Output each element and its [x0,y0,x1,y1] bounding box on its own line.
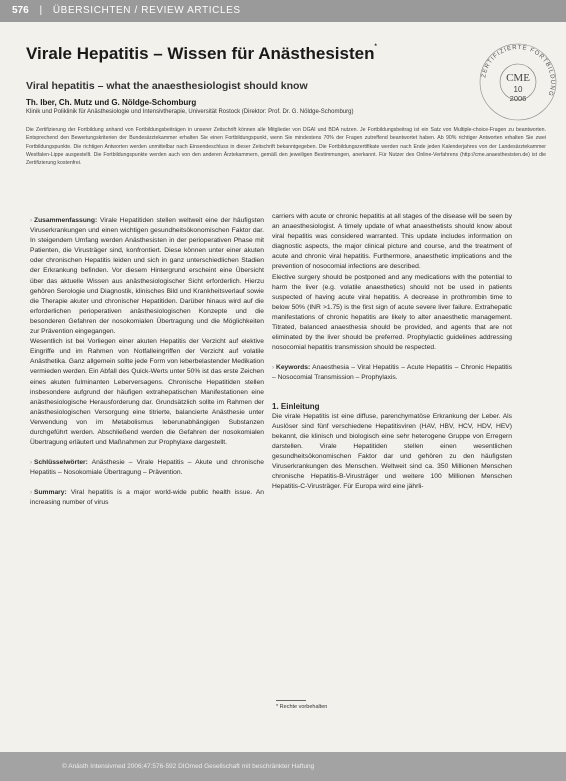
keywords-heading: Keywords: [276,364,311,372]
keywords-paragraph [272,363,512,383]
cme-ring-text: ZERTIFIZIERTE FORTBILDUNG [481,44,556,98]
author-affiliation: Klinik und Poliklinik für Anästhesiologie und Intensivtherapie, Universität Rostock (Direktor: Prof. Dr. G. Nöldge-Schomburg) [26,109,354,115]
keywords-text: Anaesthesia – Viral Hepatitis – Acute Hepatitis – Chronic Hepatitis – Nosocomial Transmission – Prophylaxis. [272,364,512,382]
zusammenfassung-text-2: Wesentlich ist bei Vorliegen einer akuten Hepatitis der Verzicht auf elektive Eingriffe und im Rahmen von Notfalleingriffen der Verzicht auf volatile Anästhetika. Ganz allgemein sollte jede Form von leberbelastender Medikation vermieden werden. Ein Abfall des Quick-Werts unter 50% ist das erste Zeichen eines akuten fulminanten Leberversagens. Chronische Hepatitiden stellen insbesondere aufgrund der häufigen extrahepatischen Manifestationen eine anästhesiologische Herausforderung dar. Grundsätzlich sollte im Rahmen der anästhesiologischen Versorgung eine titrierte, balancierte Anästhesie unter Verwendung von im Metabolismus leberunabhängigen Substanzen durchgeführt werden. Abschließend werden die Gefahren der nosokomialen Übertragung erläutert und Maßnahmen zur Prophylaxe dargestellt. [30,338,264,447]
cme-badge [476,40,560,124]
section-label: ÜBERSICHTEN / REVIEW ARTICLES [52,5,241,16]
arrow-icon: › [30,490,32,497]
summary-paragraph [30,488,264,508]
article-title: Virale Hepatitis – Wissen für Anästhesisten* [26,44,377,63]
footnote-divider [276,700,306,701]
footer-copyright: © Anästh Intensivmed 2006;47:576-592 DIOmed Gesellschaft mit beschränkter Haftung [62,763,315,770]
article-authors: Th. Iber, Ch. Mutz und G. Nöldge-Schomburg [26,98,197,107]
section-body-text: Die virale Hepatitis ist eine diffuse, parenchymatöse Erkrankung der Leber. Als Auslöser sind fünf verschiedene Hepatitisviren (HAV, HBV, HCV, HDV, HEV) bekannt, die klinisch und biologisch eine sehr heterogene Gruppe von Erregern darstellen. Virale Hepatitiden stellen einen wesentlichen gesundheitsökonomischen Faktor dar und gehören zu den häufigsten Viruserkrankungen des Menschen. Weltweit sind ca. 350 Millionen Menschen chronische Hepatitis-B-Virusträger und weitere 100 Millionen Menschen Hepatitis-C-Virusträger. Für Europa wird eine jährli- [272,412,512,491]
left-column [30,216,264,509]
page-number: 576 [12,5,29,16]
title-footnote-mark: * [374,44,377,50]
cme-number: 10 [513,85,523,94]
arrow-icon: › [30,218,32,224]
schluesselwoerter-heading: Schlüsselwörter: [34,459,88,467]
article-subtitle: Viral hepatitis – what the anaesthesiologist should know [26,80,308,92]
journal-header-bar [0,0,566,22]
page-footer [0,752,566,781]
schluesselwoerter-text: Anästhesie – Virale Hepatitis – Akute und chronische Hepatitis – Nosokomiale Übertragung – Prävention. [30,459,264,477]
section-heading: 1. Einleitung [272,401,320,411]
summary-heading: Summary: [34,489,67,497]
summary-text: Viral hepatitis is a major world-wide public health issue. An increasing number of virus [30,489,265,507]
zusammenfassung-text: Virale Hepatitiden stellen weltweit eine der häufigsten Viruserkrankungen und einen wichtigen gesundheitsökonomischen Faktor dar. In steigendem Umfang werden Anästhesisten in der perioperativen Phase mit Patienten, die Virusträger sind, konfrontiert. Diese können unter einer akuten oder chronischen Hepatitis leiden und sich in ganz unterschiedlichen Stadien der Erkrankung befinden. Vor diesem Hintergrund erscheint eine Übersicht über das aktuelle Wissen aus anästhesiologischer Sicht erforderlich. Hierzu gehören Serologie und Diagnostik, klinisches Bild und Krankheitsverlauf sowie die Therapie akuter und chronischer Hepatitiden. Darüber hinaus wird auf die erforderlichen perioperativen anästhesiologischen Konzepte und die besonderen Gefahren der nosokomialen Übertragung und die Möglichkeiten zur Prävention eingegangen. [30,217,265,336]
summary-continued-text-2: Elective surgery should be postponed and any medications with the potential to harm the liver (e.g. volatile anaesthetics) should not be used in patients suspected of having acute viral hepatitis. A decrease in prothrombin time to below 50% (INR >1.75) is the first sign of acute severe liver failure. Extrahepatic manifestations of chronic hepatitis are likely to alter anaesthetic management. Titrated, balanced anaesthesia should be provided, and agents that are not eliminated by the liver should be preferred. Prophylactic guidelines addressing nosocomial hepatitis transmission should be respected. [272,273,512,352]
cme-intro-paragraph: Die Zertifizierung der Fortbildung anhand von Fortbildungsbeiträgen in unserer Zeitschrift können alle Mitglieder von DGAI und BDA nutzen. Je Fortbildungsbeitrag ist ein Satz von Multiple-choice-Fragen zu beantworten. Entsprechend den Bewertungskriterien der Bundesärztekammer erhalten Sie einen Fortbildungspunkt, wenn Sie mindestens 70% der Fragen zutreffend beantwortet haben. Ab 90% richtiger Antworten erhalten Sie zwei Fortbildungspunkte. Die richtigen Antworten werden unmittelbar nach Einsendeschluss in dieser Zeitschrift bekanntgegeben. Die Fortbildungszertifikate werden nach Ende jeden Kalenderjahres von der Landesärztekammer Westfalen-Lippe ausgestellt. Die Fortbildungspunkte werden auch von den anderen Ärztekammern, gemäß den jeweiligen Bestimmungen, anerkannt. Für Nutzer des Online-Verfahrens (http://cme.anaesthesisten.de) ist die Zertifizierung kostenfrei. [26,127,546,167]
right-column [272,212,512,492]
arrow-icon: › [30,460,32,467]
footnote: * Rechte vorbehalten [276,704,328,710]
cme-label: CME [506,72,530,84]
arrow-icon: › [272,365,274,372]
cme-year: 2006 [509,94,527,103]
zusammenfassung-heading: Zusammenfassung: [34,217,98,224]
schluesselwoerter-paragraph [30,458,264,478]
zusammenfassung-paragraph [30,216,264,337]
header-separator: | [39,5,43,16]
summary-continued-text: carriers with acute or chronic hepatitis at all stages of the disease will be seen by an anaesthesiologist. A timely update of what anaesthetists should know about viral hepatitis was considered warranted. This update includes information on diagnostic aspects, the major clinical picture and course, and the treatment of acute and chronic viral hepatitis. Furthermore, anaesthetic implications and the prevention of nosocomial infections are described. [272,213,512,271]
